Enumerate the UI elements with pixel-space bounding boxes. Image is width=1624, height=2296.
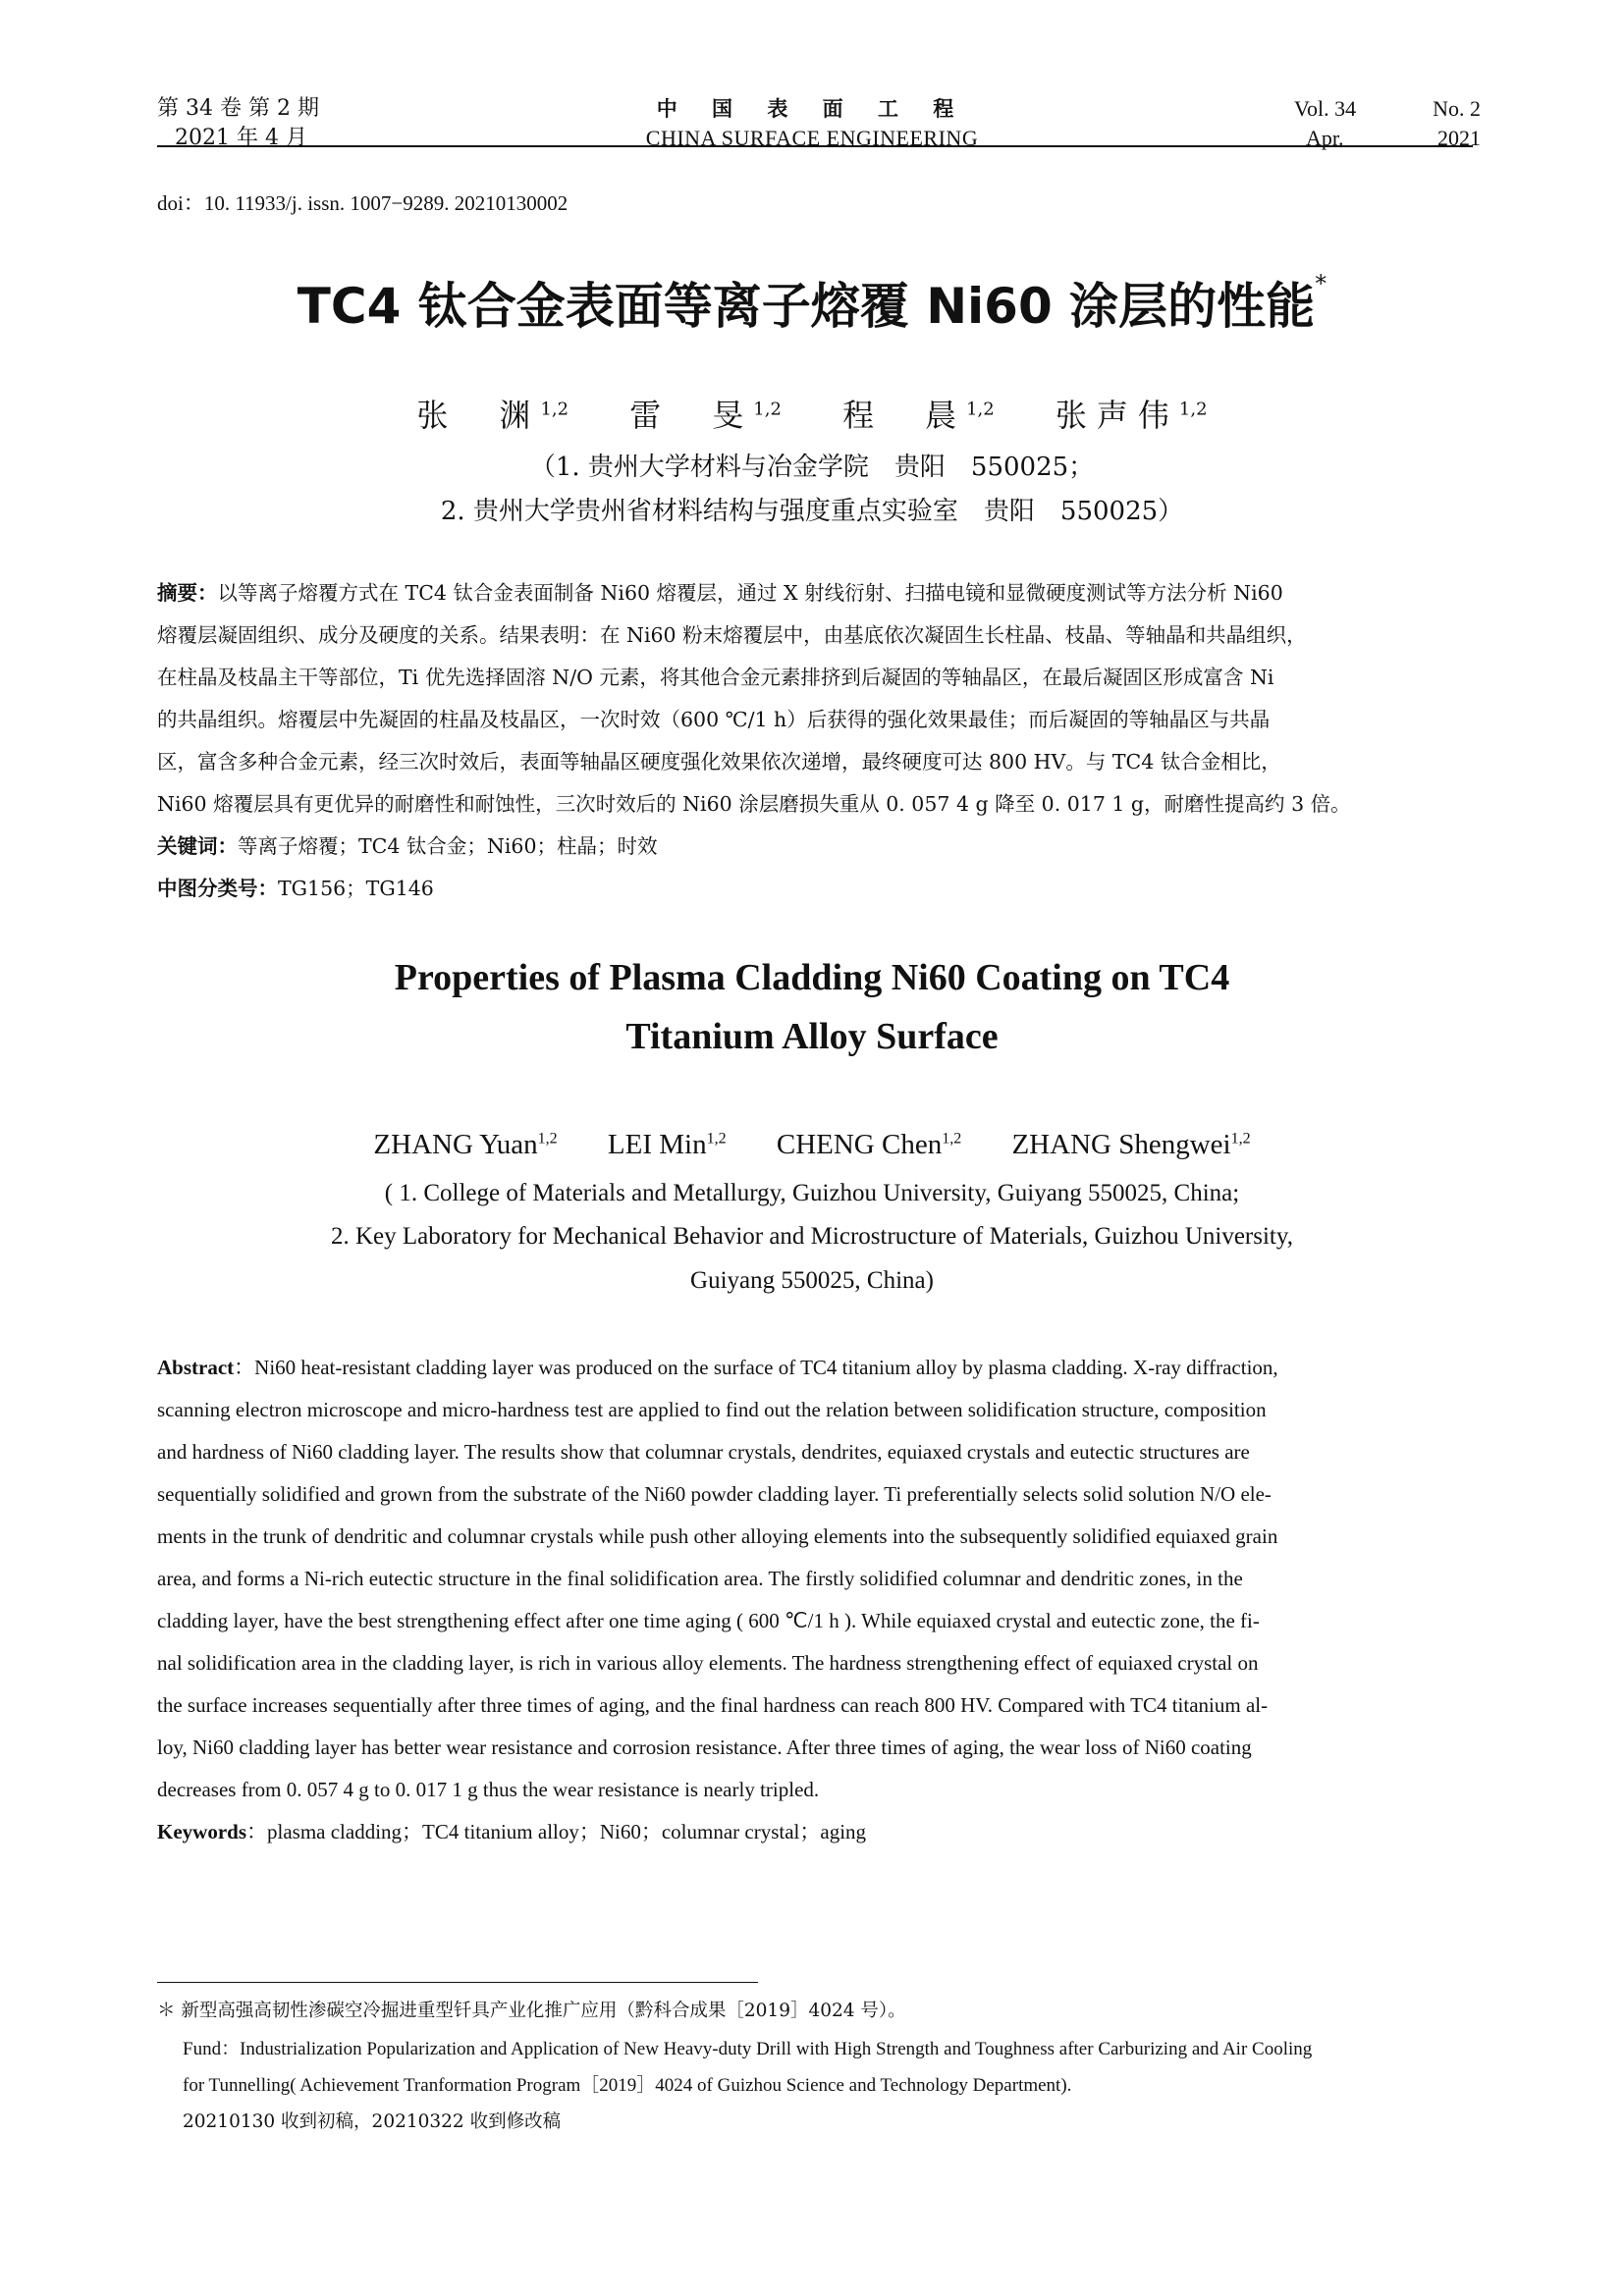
header-rule xyxy=(157,145,1473,147)
abstract-en-line: Abstract：Ni60 heat-resistant cladding layer was produced on the surface of TC4 titanium alloy by plasma cladding. X-ray diffraction, xyxy=(157,1356,1278,1379)
author-cn: 张声伟$^{1,2}$ xyxy=(1055,397,1208,434)
author-en: ZHANG Shengwei$^{1,2}$ xyxy=(1011,1129,1251,1160)
author-cn: 雷 旻$^{1,2}$ xyxy=(629,397,782,434)
abstract-en-line: area, and forms a Ni-rich eutectic structure in the final solidification area. The firstly solidified columnar and dendritic zones, in the xyxy=(157,1567,1243,1590)
abstract-en xyxy=(157,1347,1485,1853)
header-volume-cn: 第 34 卷 第 2 期 xyxy=(157,96,319,121)
header-month: Apr. xyxy=(1306,126,1344,150)
footnote-fund-en-1: Fund：Industrialization Popularization and Application of New Heavy-duty Drill with High Strength and Toughness after Carburizing and Air Cooling xyxy=(183,2039,1313,2059)
author-cn: 张 渊$^{1,2}$ xyxy=(416,397,569,434)
abstract-en-label: Abstract xyxy=(157,1356,235,1379)
abstract-en-line: decreases from 0. 057 4 g to 0. 017 1 g thus the wear resistance is nearly tripled. xyxy=(157,1778,820,1801)
abstract-cn xyxy=(157,572,1485,910)
abstract-en-line: sequentially solidified and grown from the substrate of the Ni60 powder cladding layer. Ti preferentially selects solid solution N/O ele- xyxy=(157,1482,1272,1506)
affiliation-cn-1: （1. 贵州大学材料与冶金学院 贵阳 550025； xyxy=(529,453,1095,482)
header-volume-en xyxy=(1294,94,1481,153)
author-en: CHENG Chen$^{1,2}$ xyxy=(776,1129,962,1160)
abstract-en-line: loy, Ni60 cladding layer has better wear resistance and corrosion resistance. After three times of aging, the wear loss of Ni60 coating xyxy=(157,1735,1252,1759)
paper-title-en-line2: Titanium Alloy Surface xyxy=(625,1016,999,1057)
abstract-en-line: scanning electron microscope and micro-hardness test are applied to find out the relation between solidification structure, composition xyxy=(157,1398,1267,1421)
affiliation-cn-2: 2. 贵州大学贵州省材料结构与强度重点实验室 贵阳 550025） xyxy=(440,497,1184,526)
affiliation-en-2: 2. Key Laboratory for Mechanical Behavior and Microstructure of Materials, Guizhou University, xyxy=(330,1223,1293,1250)
abstract-cn-line: 的共晶组织。熔覆层中先凝固的柱晶及枝晶区，一次时效（600 ℃/1 h）后获得的强化效果最佳；而后凝固的等轴晶区与共晶 xyxy=(157,708,1271,731)
keywords-en: Keywords：plasma cladding；TC4 titanium alloy；Ni60；columnar crystal；aging xyxy=(157,1820,867,1843)
author-cn: 程 晨$^{1,2}$ xyxy=(842,397,995,434)
clc-label: 中图分类号： xyxy=(157,877,278,900)
header-no: No. 2 xyxy=(1433,96,1481,121)
keywords-cn-label: 关键词： xyxy=(157,834,238,858)
title-footnote-mark: * xyxy=(1315,270,1327,298)
footnote-fund-cn: ＊ 新型高强高韧性渗碳空冷掘进重型钎具产业化推广应用（黔科合成果［2019］4024 号）。 xyxy=(157,2001,906,2021)
affiliation-en-3: Guiyang 550025, China) xyxy=(690,1267,934,1294)
header-vol: Vol. 34 xyxy=(1294,96,1357,121)
author-en: ZHANG Yuan$^{1,2}$ xyxy=(373,1129,558,1160)
abstract-cn-line: 摘要：以等离子熔覆方式在 TC4 钛合金表面制备 Ni60 熔覆层，通过 X 射线衍射、扫描电镜和显微硬度测试等方法分析 Ni60 xyxy=(157,581,1283,605)
clc-number: 中图分类号：TG156；TG146 xyxy=(157,877,434,900)
header-year: 2021 xyxy=(1437,126,1481,150)
doi: doi：10. 11933/j. issn. 1007−9289. 20210130002 xyxy=(157,191,568,215)
journal-title-cn: 中 国 表 面 工 程 xyxy=(656,97,968,121)
abstract-en-line: cladding layer, have the best strengthening effect after one time aging ( 600 ℃/1 h ). While equiaxed crystal and eutectic zone, the fi- xyxy=(157,1609,1260,1632)
abstract-cn-line: 在柱晶及枝晶主干等部位，Ti 优先选择固溶 N/O 元素，将其他合金元素排挤到后凝固的等轴晶区，在最后凝固区形成富含 Ni xyxy=(157,666,1274,689)
footnote-rule xyxy=(157,1982,758,1983)
footnote-fund-en-2: for Tunnelling( Achievement Tranformation Program［2019］4024 of Guizhou Science and Technology Department). xyxy=(183,2075,1072,2096)
abstract-en-line: ments in the trunk of dendritic and columnar crystals while push other alloying elements into the subsequently solidified equiaxed grain xyxy=(157,1524,1278,1548)
authors-cn xyxy=(0,391,1624,436)
abstract-en-line: the surface increases sequentially after three times of aging, and the final hardness can reach 800 HV. Compared with TC4 titanium al- xyxy=(157,1693,1269,1717)
abstract-en-line: nal solidification area in the cladding layer, is rich in various alloy elements. The hardness strengthening effect of equiaxed crystal on xyxy=(157,1651,1259,1675)
paper-title-en xyxy=(0,948,1624,1066)
affiliation-en-1: ( 1. College of Materials and Metallurgy, Guizhou University, Guiyang 550025, China; xyxy=(384,1180,1240,1206)
journal-title-en: CHINA SURFACE ENGINEERING xyxy=(645,126,979,150)
author-en: LEI Min$^{1,2}$ xyxy=(607,1129,727,1160)
abstract-cn-line: Ni60 熔覆层具有更优异的耐磨性和耐蚀性，三次时效后的 Ni60 涂层磨损失重从 0. 057 4 g 降至 0. 017 1 g，耐磨性提高约 3 倍。 xyxy=(157,792,1351,816)
abstract-cn-line: 熔覆层凝固组织、成分及硬度的关系。结果表明：在 Ni60 粉末熔覆层中，由基底依次凝固生长柱晶、枝晶、等轴晶和共晶组织， xyxy=(157,623,1307,647)
paper-title-cn xyxy=(0,267,1624,338)
abstract-en-line: and hardness of Ni60 cladding layer. The results show that columnar crystals, dendrites, equiaxed crystals and eutectic structures are xyxy=(157,1440,1250,1464)
authors-en xyxy=(0,1129,1624,1161)
abstract-cn-line: 区，富含多种合金元素，经三次时效后，表面等轴晶区硬度强化效果依次递增，最终硬度可达 800 HV。与 TC4 钛合金相比， xyxy=(157,750,1281,774)
keywords-cn: 关键词：等离子熔覆；TC4 钛合金；Ni60；柱晶；时效 xyxy=(157,834,658,858)
paper-title-cn-text: TC4 钛合金表面等离子熔覆 Ni60 涂层的性能 xyxy=(297,278,1316,335)
keywords-en-label: Keywords xyxy=(157,1820,246,1843)
header-date-cn: 2021 年 4 月 xyxy=(175,126,307,150)
abstract-cn-label: 摘要： xyxy=(157,581,218,605)
footnote-received-dates: 20210130 收到初稿，20210322 收到修改稿 xyxy=(183,2111,562,2132)
paper-title-en-line1: Properties of Plasma Cladding Ni60 Coating on TC4 xyxy=(394,957,1230,998)
